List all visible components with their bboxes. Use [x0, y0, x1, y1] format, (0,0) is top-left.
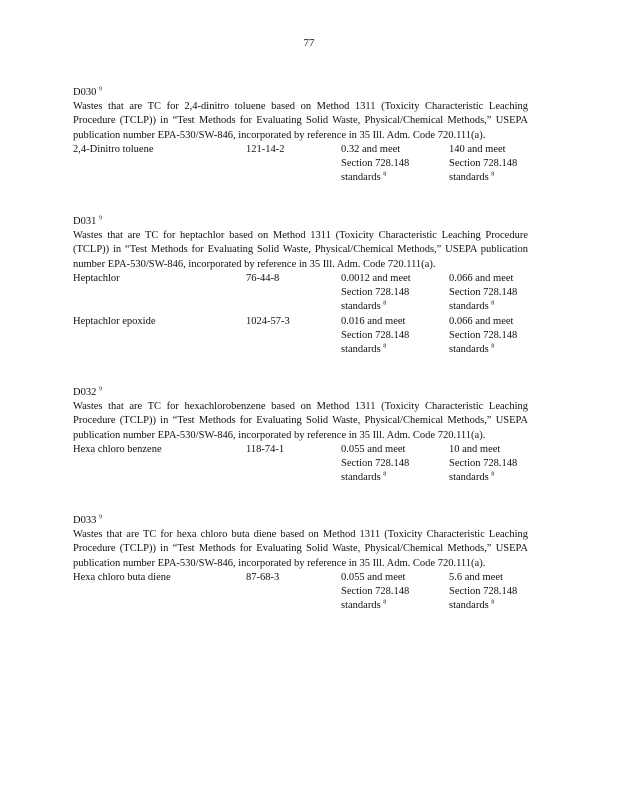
waste-code-heading	[73, 86, 528, 100]
waste-code-section-d030	[73, 86, 528, 186]
standard-standards: standards $^8$	[341, 300, 387, 313]
standard-value: 0.066 and meet	[449, 272, 514, 284]
footnote-marker: 9	[98, 514, 102, 521]
footnote-marker: 9	[98, 215, 102, 222]
waste-code-heading	[73, 386, 528, 400]
standard-section: Section 728.148	[449, 287, 518, 299]
cas-number: 1024-57-3	[246, 315, 290, 327]
footnote-marker: 8	[491, 471, 495, 478]
footnote-marker: 8	[383, 171, 387, 178]
wastewater-standard	[341, 571, 427, 614]
waste-code: D032	[73, 387, 97, 398]
waste-description: Wastes that are TC for hexachlorobenzene based on Method 1311 (Toxicity Characteristic Leaching Procedure (TCLP)) in “Test Methods for Evaluating Solid Waste, Physical/Chemical Methods,” USEPA publication number EPA-530/SW-846, incorporated by reference in 35 Ill. Adm. Code 720.111(a).	[73, 401, 528, 441]
standard-value: 0.32 and meet	[341, 143, 401, 155]
standard-standards: standards $^8$	[449, 171, 495, 184]
standard-section: Section 728.148	[449, 458, 518, 470]
standard-value: 140 and meet	[449, 143, 506, 155]
standard-section: Section 728.148	[341, 158, 410, 170]
standard-section: Section 728.148	[449, 586, 518, 598]
standard-value: 10 and meet	[449, 443, 501, 455]
wastewater-standard	[341, 272, 427, 315]
waste-code: D033	[73, 515, 97, 526]
standard-value: 0.055 and meet	[341, 571, 406, 583]
standard-section: Section 728.148	[341, 330, 410, 342]
standard-value: 0.066 and meet	[449, 315, 514, 327]
nonwastewater-standard	[449, 571, 535, 614]
footnote-marker: 8	[491, 599, 495, 606]
nonwastewater-standard	[449, 443, 535, 486]
standard-value: 5.6 and meet	[449, 571, 503, 583]
cas-number: 87-68-3	[246, 571, 280, 583]
standard-standards: standards $^8$	[449, 343, 495, 356]
constituent-name: Hexa chloro buta diene	[73, 571, 171, 583]
constituent-name: 2,4-Dinitro toluene	[73, 143, 154, 155]
waste-code-section-d031	[73, 215, 528, 358]
wastewater-standard	[341, 143, 427, 186]
constituent-name: Heptachlor	[73, 272, 120, 284]
waste-code-section-d032	[73, 386, 528, 486]
waste-description: Wastes that are TC for hexa chloro buta diene based on Method 1311 (Toxicity Characteristic Leaching Procedure (TCLP)) in “Test Methods for Evaluating Solid Waste, Physical/Chemical Methods,” USEPA publication number EPA-530/SW-846, incorporated by reference in 35 Ill. Adm. Code 720.111(a).	[73, 529, 528, 569]
standard-section: Section 728.148	[341, 287, 410, 299]
standard-standards: standards $^8$	[341, 343, 387, 356]
standard-section: Section 728.148	[449, 158, 518, 170]
cas-number: 118-74-1	[246, 443, 285, 455]
constituent-row	[73, 571, 528, 614]
waste-code-heading	[73, 514, 528, 528]
standard-section: Section 728.148	[341, 458, 410, 470]
footnote-marker: 8	[383, 300, 387, 307]
standard-standards: standards $^8$	[449, 599, 495, 612]
wastewater-standard	[341, 443, 427, 486]
standard-standards: standards $^8$	[449, 471, 495, 484]
footnote-marker: 8	[491, 300, 495, 307]
footnote-marker: 8	[383, 343, 387, 350]
standard-value: 0.055 and meet	[341, 443, 406, 455]
footnote-marker: 9	[98, 86, 102, 93]
footnote-marker: 8	[491, 343, 495, 350]
wastewater-standard	[341, 315, 427, 358]
standard-standards: standards $^8$	[341, 471, 387, 484]
standard-value: 0.016 and meet	[341, 315, 406, 327]
footnote-marker: 9	[98, 386, 102, 393]
page-number: 77	[303, 37, 315, 49]
standard-section: Section 728.148	[449, 330, 518, 342]
constituent-name: Heptachlor epoxide	[73, 315, 156, 327]
footnote-marker: 8	[383, 471, 387, 478]
constituent-name: Hexa chloro benzene	[73, 443, 162, 455]
waste-code: D031	[73, 216, 97, 227]
constituent-row	[73, 272, 528, 315]
waste-description: Wastes that are TC for 2,4-dinitro toluene based on Method 1311 (Toxicity Characteristic Leaching Procedure (TCLP)) in “Test Methods for Evaluating Solid Waste, Physical/Chemical Methods,” USEPA publication number EPA-530/SW-846, incorporated by reference in 35 Ill. Adm. Code 720.111(a).	[73, 101, 528, 141]
standard-standards: standards $^8$	[449, 300, 495, 313]
standard-section: Section 728.148	[341, 586, 410, 598]
waste-code-section-d033	[73, 514, 528, 614]
nonwastewater-standard	[449, 272, 535, 315]
nonwastewater-standard	[449, 143, 535, 186]
standard-standards: standards $^8$	[341, 171, 387, 184]
constituent-row	[73, 143, 528, 186]
waste-code: D030	[73, 87, 97, 98]
footnote-marker: 8	[491, 171, 495, 178]
constituent-row	[73, 443, 528, 486]
constituent-row	[73, 315, 528, 358]
cas-number: 76-44-8	[246, 272, 280, 284]
waste-description: Wastes that are TC for heptachlor based on Method 1311 (Toxicity Characteristic Leaching Procedure (TCLP)) in “Test Methods for Evaluating Solid Waste, Physical/Chemical Methods,” USEPA publication number EPA-530/SW-846, incorporated by reference in 35 Ill. Adm. Code 720.111(a).	[73, 230, 528, 270]
standard-standards: standards $^8$	[341, 599, 387, 612]
footnote-marker: 8	[383, 599, 387, 606]
waste-code-heading	[73, 215, 528, 229]
nonwastewater-standard	[449, 315, 535, 358]
cas-number: 121-14-2	[246, 143, 285, 155]
standard-value: 0.0012 and meet	[341, 272, 411, 284]
